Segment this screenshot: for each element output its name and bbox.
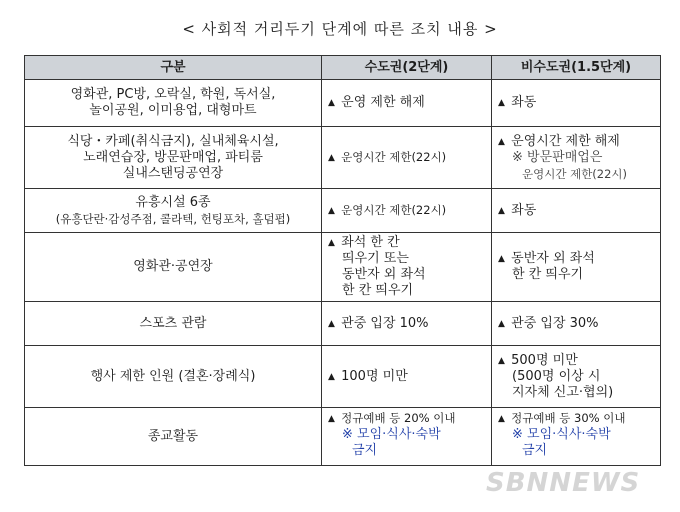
row-category: 스포츠 관람 [25,302,322,346]
row-capital-measure: ▲ 관중 입장 10% [322,302,492,346]
row-capital-measure: ▲ 100명 미만 [322,346,492,408]
table-row [25,233,661,302]
measures-table [24,55,661,466]
bullet-icon: ▲ [498,254,505,264]
bullet-icon: ▲ [328,153,335,163]
bullet-icon: ▲ [498,136,505,147]
row-non-capital-measure: ▲ 좌동 [492,189,661,233]
table-row [25,189,661,233]
row-non-capital-measure: ▲ 관중 입장 30% [492,302,661,346]
row-category: 유흥시설 6종 (유흥단란·감성주점, 콜라텍, 헌팅포차, 홀덤펍) [25,189,322,233]
row-non-capital-measure: ▲ 정규예배 등 30% 이내 ※ 모임·식사·숙박 금지 [492,408,661,466]
row-non-capital-measure: ▲ 동반자 외 좌석 한 칸 띄우기 [492,233,661,302]
bullet-icon: ▲ [498,318,505,329]
table-row [25,346,661,408]
bullet-icon: ▲ [498,205,505,216]
table-row [25,408,661,466]
row-non-capital-measure: ▲ 좌동 [492,80,661,127]
row-non-capital-measure: ▲ 500명 미만 (500명 이상 시 지자체 신고·협의) [492,346,661,408]
row-capital-measure: ▲ 정규예배 등 20% 이내 ※ 모임·식사·숙박 금지 [322,408,492,466]
bullet-icon: ▲ [328,98,335,108]
bullet-icon: ▲ [498,414,505,424]
page-title: < 사회적 거리두기 단계에 따른 조치 내용 > [182,20,498,38]
row-capital-measure: ▲ 좌석 한 칸 띄우기 또는 동반자 외 좌석 한 칸 띄우기 [322,233,492,302]
table-row [25,127,661,189]
bullet-icon: ▲ [328,238,335,248]
row-category: 영화관, PC방, 오락실, 학원, 독서실, 놀이공원, 이미용업, 대형마트 [25,80,322,127]
table-header-row [25,56,661,80]
bullet-icon: ▲ [328,371,335,382]
bullet-icon: ▲ [328,414,335,424]
bullet-icon: ▲ [328,318,335,329]
row-non-capital-measure: ▲ 운영시간 제한 해제 ※ 방문판매업은 운영시간 제한(22시) [492,127,661,189]
row-capital-measure: ▲ 운영시간 제한(22시) [322,189,492,233]
row-category: 종교활동 [25,408,322,466]
row-capital-measure: ▲ 운영시간 제한(22시) [322,127,492,189]
table-row [25,302,661,346]
row-category: 식당・카페(취식금지), 실내체육시설, 노래연습장, 방문판매업, 파티룸 실내스탠딩공연장 [25,127,322,189]
watermark-logo: SBNNEWS [486,468,641,498]
header-category: 구분 [25,56,322,80]
header-non-capital-area: 비수도권(1.5단계) [492,56,661,80]
bullet-icon: ▲ [328,206,335,216]
header-capital-area: 수도권(2단계) [322,56,492,80]
row-category: 영화관·공연장 [25,233,322,302]
row-capital-measure: ▲ 운영 제한 해제 [322,80,492,127]
row-category: 행사 제한 인원 (결혼·장례식) [25,346,322,408]
bullet-icon: ▲ [498,355,505,366]
bullet-icon: ▲ [498,98,505,108]
table-row [25,80,661,127]
